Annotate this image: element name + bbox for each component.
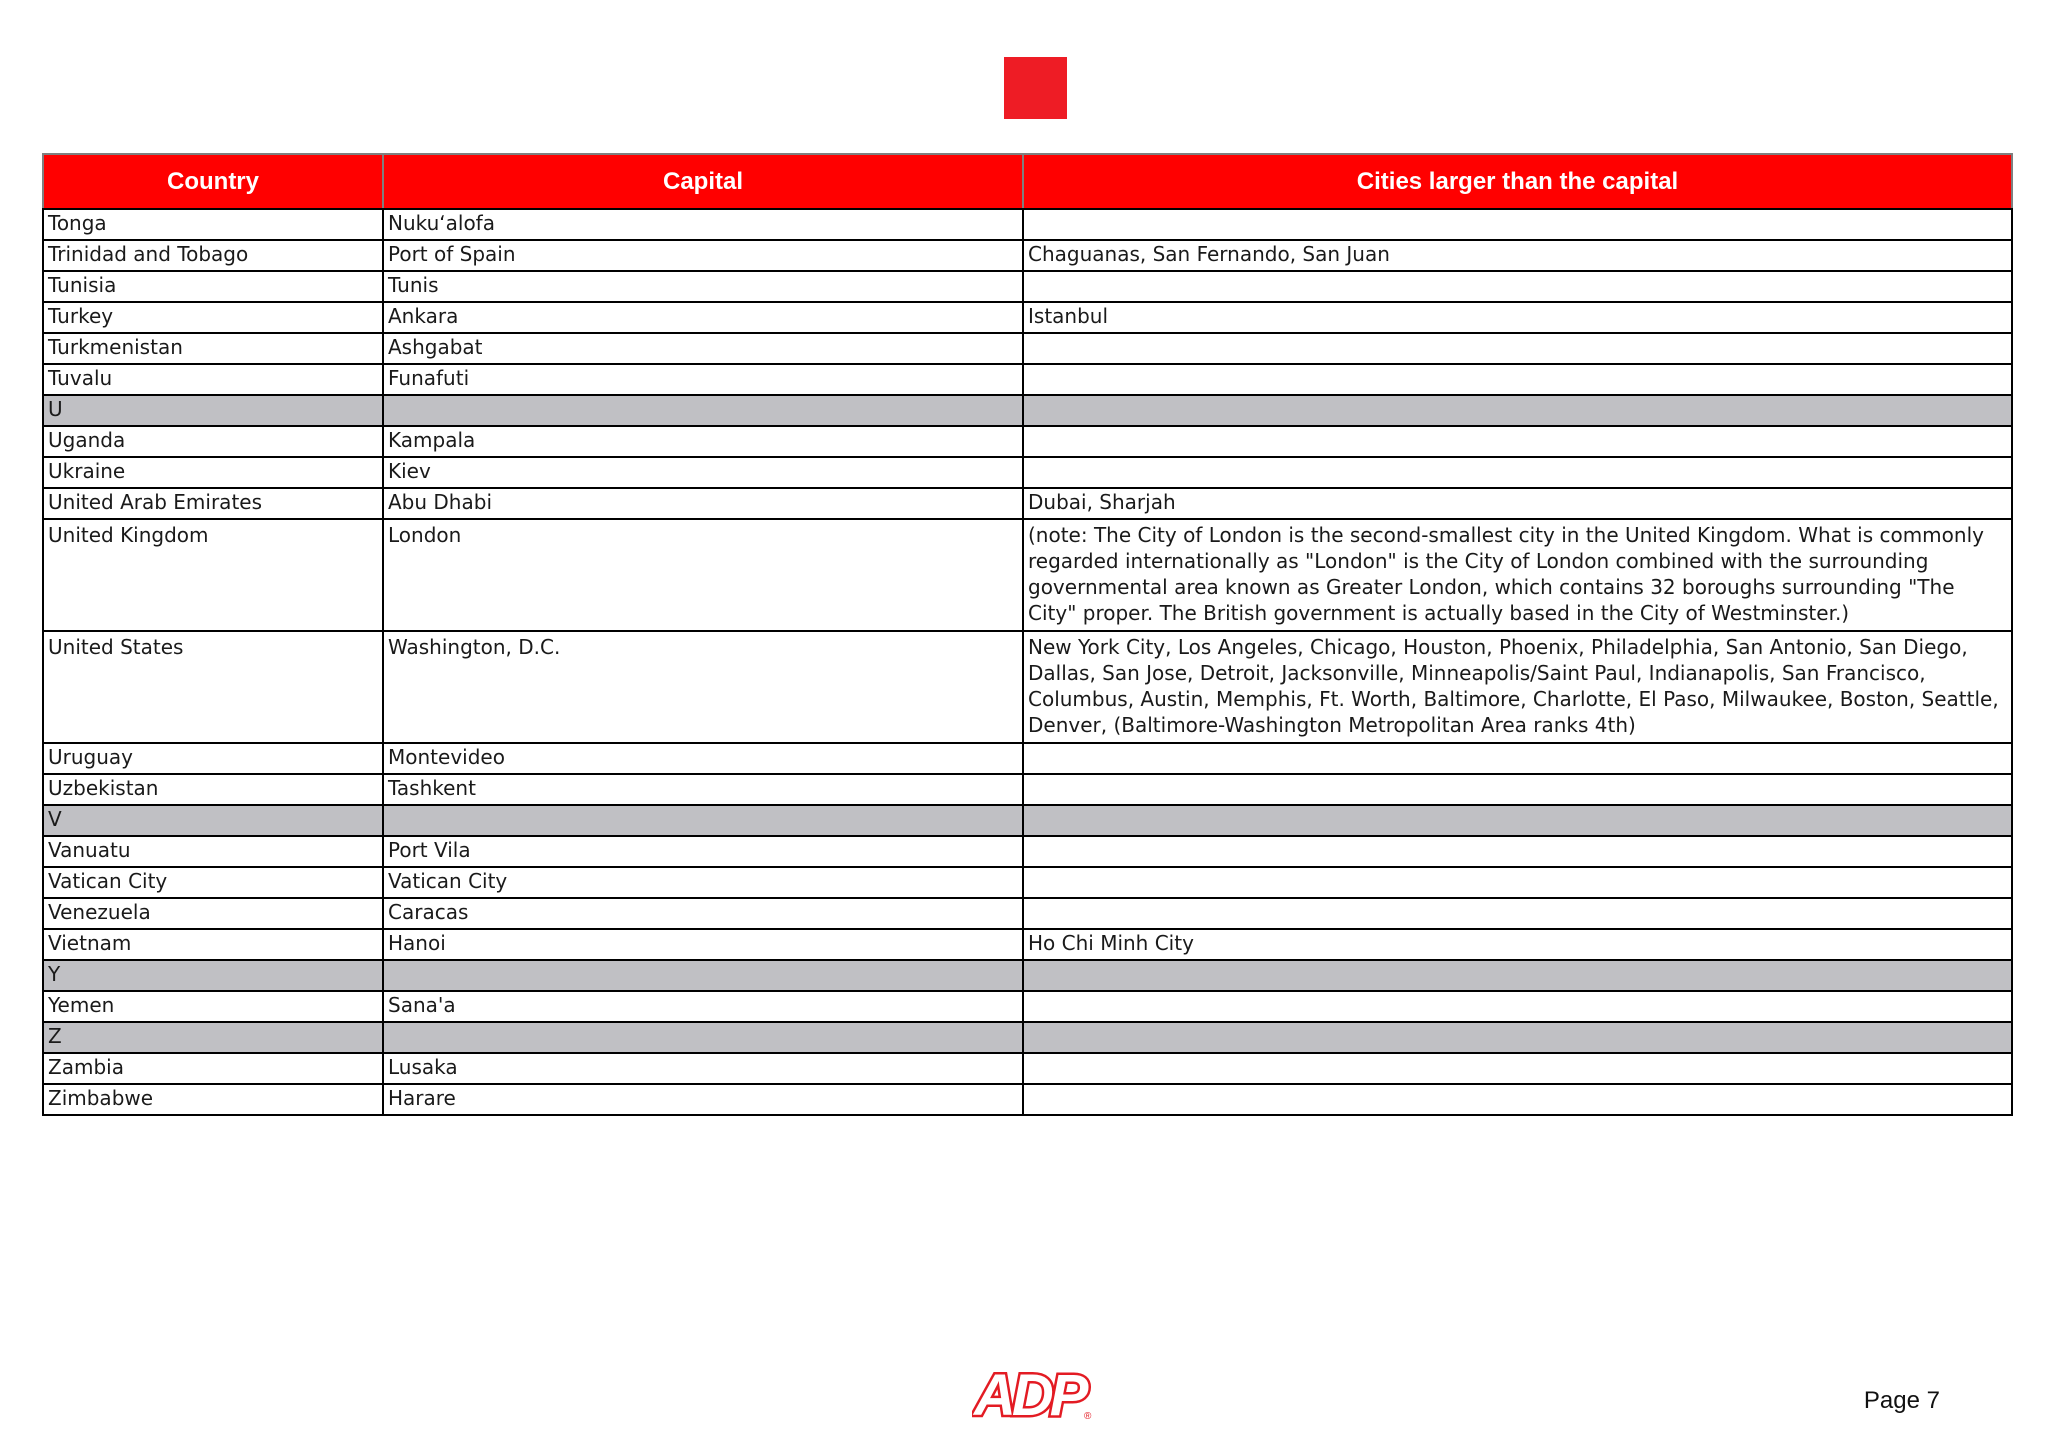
cell-country: Vanuatu [43,836,383,867]
cell-capital: Hanoi [383,929,1023,960]
table-row [43,898,2012,929]
cell-capital: Washington, D.C. [383,631,1023,743]
cell-capital: Vatican City [383,867,1023,898]
cell-larger-cities [1023,333,2012,364]
page-number: Page 7 [1863,1387,1940,1414]
cell-country: Turkmenistan [43,333,383,364]
cell-larger-cities [1023,271,2012,302]
cell-larger-cities [1023,426,2012,457]
cell-country: Ukraine [43,457,383,488]
table-row [43,457,2012,488]
cell-larger-cities [1023,457,2012,488]
adp-logo [972,1361,1100,1423]
cell-capital: Tashkent [383,774,1023,805]
cell-capital: Port of Spain [383,240,1023,271]
cell-capital: Nukuʻalofa [383,209,1023,240]
cell-country: Tunisia [43,271,383,302]
adp-logo-text: ADP [974,1363,1085,1423]
cell-country: Trinidad and Tobago [43,240,383,271]
table-row [43,1053,2012,1084]
table-row [43,991,2012,1022]
cell-larger-cities: (note: The City of London is the second-smallest city in the United Kingdom. What is commonly regarded internationally as "London" is the City of London combined with the surrounding governmental area known as Greater London, which contains 32 boroughs surrounding "The City" proper. The British government is actually based in the City of Westminster.) [1023,519,2012,631]
table-row [43,333,2012,364]
cell-larger-cities [1023,395,2012,426]
cell-larger-cities [1023,1053,2012,1084]
cell-country: Vatican City [43,867,383,898]
letter-divider-row [43,1022,2012,1053]
table-row [43,631,2012,743]
svg-text:®: ® [1084,1411,1092,1422]
cell-country: Zambia [43,1053,383,1084]
cell-larger-cities [1023,209,2012,240]
cell-country: U [43,395,383,426]
table-row [43,240,2012,271]
table-row [43,836,2012,867]
cell-country: Tonga [43,209,383,240]
cell-country: United Kingdom [43,519,383,631]
cell-larger-cities [1023,867,2012,898]
cell-larger-cities [1023,805,2012,836]
header-red-square [1004,57,1067,119]
cell-country: Vietnam [43,929,383,960]
cell-country: Uzbekistan [43,774,383,805]
cell-larger-cities: Istanbul [1023,302,2012,333]
column-header-capital: Capital [383,154,1023,209]
cell-capital: Montevideo [383,743,1023,774]
table-row [43,774,2012,805]
cell-capital: Ankara [383,302,1023,333]
cell-capital [383,1022,1023,1053]
cell-larger-cities [1023,1022,2012,1053]
table-row [43,929,2012,960]
table-row [43,743,2012,774]
cell-larger-cities [1023,364,2012,395]
table-row [43,271,2012,302]
cell-country: Tuvalu [43,364,383,395]
cell-country: United Arab Emirates [43,488,383,519]
cell-country: Uruguay [43,743,383,774]
cell-larger-cities [1023,960,2012,991]
cell-capital: Ashgabat [383,333,1023,364]
cell-country: Y [43,960,383,991]
cell-larger-cities [1023,743,2012,774]
column-header-larger-cities: Cities larger than the capital [1023,154,2012,209]
table-row [43,1084,2012,1115]
cell-capital [383,960,1023,991]
cell-country: Yemen [43,991,383,1022]
cell-capital: London [383,519,1023,631]
cell-capital: Lusaka [383,1053,1023,1084]
table-row [43,209,2012,240]
cell-country: Venezuela [43,898,383,929]
cell-country: Uganda [43,426,383,457]
table-row [43,488,2012,519]
cell-country: Turkey [43,302,383,333]
table-row [43,364,2012,395]
cell-larger-cities [1023,774,2012,805]
cell-capital [383,805,1023,836]
cell-capital: Tunis [383,271,1023,302]
column-header-country: Country [43,154,383,209]
cell-country: United States [43,631,383,743]
cell-capital [383,395,1023,426]
cell-capital: Caracas [383,898,1023,929]
table-row [43,519,2012,631]
cell-larger-cities [1023,1084,2012,1115]
cell-capital: Kiev [383,457,1023,488]
cell-capital: Port Vila [383,836,1023,867]
cell-larger-cities [1023,991,2012,1022]
table-row [43,302,2012,333]
table-row [43,426,2012,457]
cell-capital: Abu Dhabi [383,488,1023,519]
cell-larger-cities: Dubai, Sharjah [1023,488,2012,519]
table-body [43,209,2012,1115]
cell-capital: Harare [383,1084,1023,1115]
cell-country: V [43,805,383,836]
cell-country: Zimbabwe [43,1084,383,1115]
cell-larger-cities: Chaguanas, San Fernando, San Juan [1023,240,2012,271]
cell-larger-cities [1023,836,2012,867]
cell-larger-cities [1023,898,2012,929]
table-row [43,867,2012,898]
letter-divider-row [43,805,2012,836]
cell-country: Z [43,1022,383,1053]
cell-larger-cities: Ho Chi Minh City [1023,929,2012,960]
letter-divider-row [43,395,2012,426]
cell-capital: Sana'a [383,991,1023,1022]
letter-divider-row [43,960,2012,991]
table-header-row [43,154,2012,209]
capitals-table [42,153,2013,1116]
cell-capital: Funafuti [383,364,1023,395]
cell-capital: Kampala [383,426,1023,457]
cell-larger-cities: New York City, Los Angeles, Chicago, Houston, Phoenix, Philadelphia, San Antonio, San Diego, Dallas, San Jose, Detroit, Jacksonville, Minneapolis/Saint Paul, Indianapolis, San Francisco, Columbus, Austin, Memphis, Ft. Worth, Baltimore, Charlotte, El Paso, Milwaukee, Boston, Seattle, Denver, (Baltimore-Washington Metropolitan Area ranks 4th) [1023,631,2012,743]
